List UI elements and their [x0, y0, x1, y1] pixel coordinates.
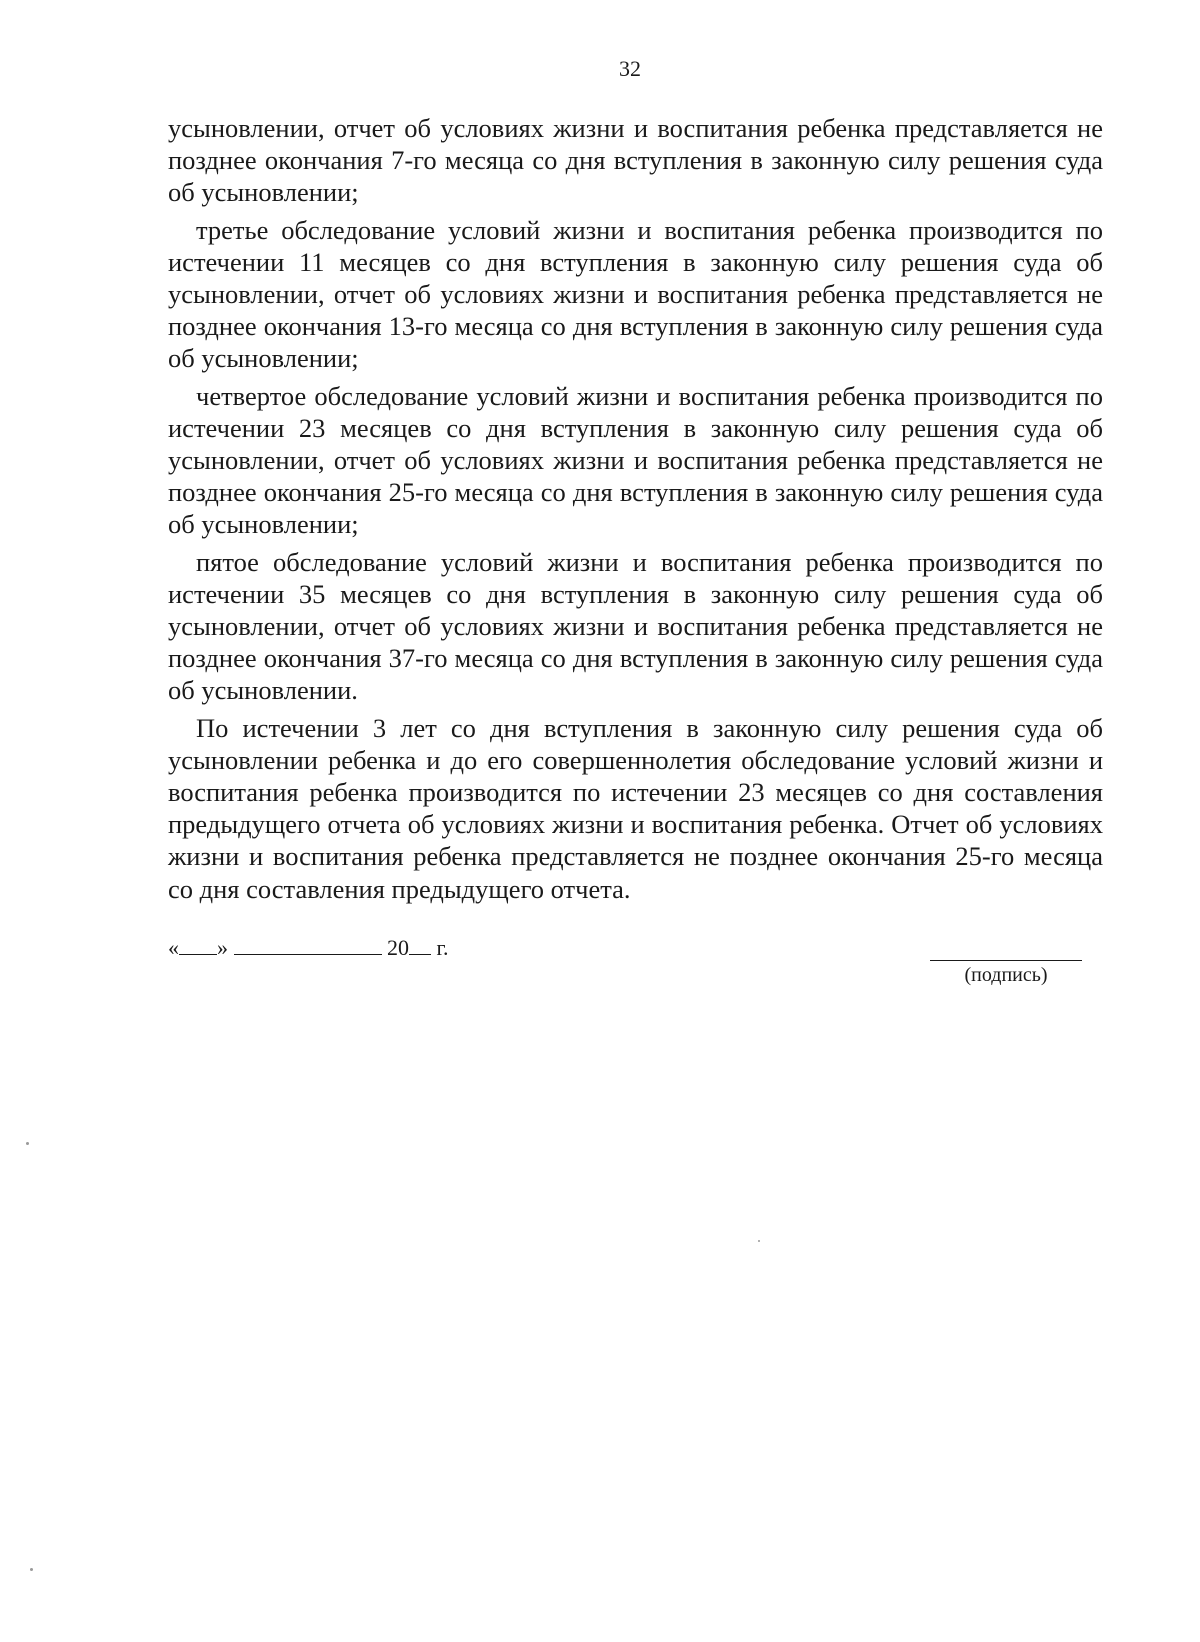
paragraph-third-inspection: третье обследование условий жизни и воспитания ребенка производится по истечении 11 месяцев со дня вступления в законную силу решения суда об усыновлении, отчет об условиях жизни и воспитания ребенка представляется не позднее окончания 13-го месяца со дня вступления в законную силу решения суда об усыновлении; [168, 214, 1103, 374]
scan-speck [758, 1240, 760, 1242]
year-prefix: 20 [387, 935, 409, 960]
signature-caption: (подпись) [964, 964, 1048, 986]
date-line [168, 935, 449, 961]
document-body [168, 112, 1103, 910]
scan-speck [26, 1142, 29, 1145]
date-open-quote: « [168, 935, 179, 960]
scan-speck [30, 1568, 33, 1571]
signature-line [930, 960, 1082, 961]
date-close-quote: » [217, 935, 228, 960]
page-number: 32 [619, 56, 641, 81]
paragraph-after-three-years: По истечении 3 лет со дня вступления в законную силу решения суда об усыновлении ребенка и до его совершеннолетия обследование условий жизни и воспитания ребенка производится по истечении 23 месяцев со дня составления предыдущего отчета об условиях жизни и воспитания ребенка. Отчет об условиях жизни и воспитания ребенка представляется не позднее окончания 25-го месяца со дня составления предыдущего отчета. [168, 712, 1103, 904]
year-blank [409, 936, 431, 955]
paragraph-fifth-inspection: пятое обследование условий жизни и воспитания ребенка производится по истечении 35 месяцев со дня вступления в законную силу решения суда об усыновлении, отчет об условиях жизни и воспитания ребенка представляется не позднее окончания 37-го месяца со дня вступления в законную силу решения суда об усыновлении. [168, 546, 1103, 706]
day-blank [179, 936, 217, 955]
year-suffix: г. [436, 935, 449, 960]
paragraph-continuation: усыновлении, отчет об условиях жизни и воспитания ребенка представляется не позднее окончания 7-го месяца со дня вступления в законную силу решения суда об усыновлении; [168, 113, 1103, 208]
month-blank [234, 936, 382, 955]
paragraph-fourth-inspection: четвертое обследование условий жизни и воспитания ребенка производится по истечении 23 месяцев со дня вступления в законную силу решения суда об усыновлении, отчет об условиях жизни и воспитания ребенка представляется не позднее окончания 25-го месяца со дня вступления в законную силу решения суда об усыновлении; [168, 380, 1103, 540]
